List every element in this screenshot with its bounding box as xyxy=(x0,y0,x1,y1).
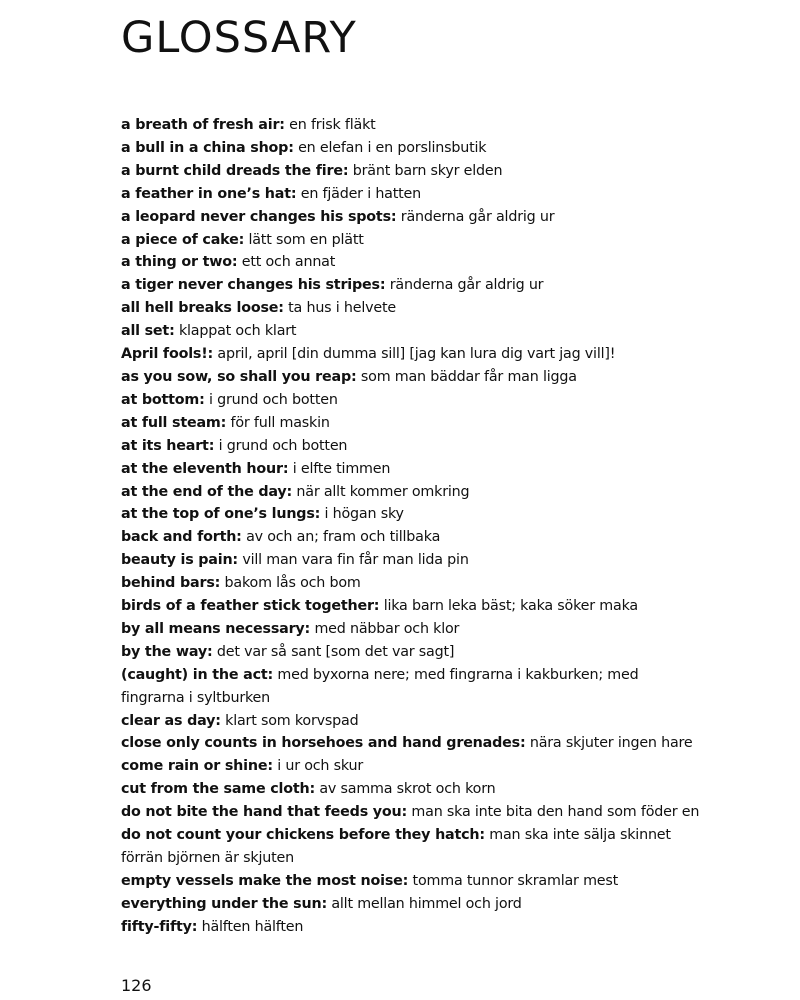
glossary-entry xyxy=(121,160,701,183)
glossary-entry xyxy=(121,183,701,206)
glossary-term: a piece of cake: xyxy=(121,231,245,248)
glossary-entry xyxy=(121,297,701,320)
glossary-term: do not bite the hand that feeds you: xyxy=(121,804,408,821)
glossary-definition: allt mellan himmel och jord xyxy=(331,895,522,912)
glossary-term: as you sow, so shall you reap: xyxy=(121,368,357,385)
glossary-entry xyxy=(121,274,701,297)
glossary-definition: en fjäder i hatten xyxy=(300,185,422,202)
glossary-definition: april, april [din dumma sill] [jag kan lura dig vart jag vill]! xyxy=(217,346,616,363)
glossary-entry xyxy=(121,755,701,778)
glossary-entry xyxy=(121,137,701,160)
glossary-term: a thing or two: xyxy=(121,254,238,271)
glossary-term: fifty-fifty: xyxy=(121,918,198,935)
glossary-definition: med byxorna nere; med fingrarna i kakburken; med fingrarna i syltburken xyxy=(121,666,639,706)
glossary-definition: för full maskin xyxy=(230,414,330,431)
glossary-entry xyxy=(121,595,701,618)
glossary-term: (caught) in the act: xyxy=(121,666,274,683)
glossary-definition: bakom lås och bom xyxy=(224,575,361,592)
glossary-definition: av och an; fram och tillbaka xyxy=(246,529,441,546)
glossary-term: a breath of fresh air: xyxy=(121,117,285,133)
glossary-definition: en frisk fläkt xyxy=(289,117,376,133)
glossary-definition: ta hus i helvete xyxy=(288,300,396,317)
glossary-term: everything under the sun: xyxy=(121,895,327,912)
glossary-definition: vill man vara fin får man lida pin xyxy=(242,552,469,569)
glossary-definition: i grund och botten xyxy=(208,391,338,408)
glossary-definition: klart som korvspad xyxy=(225,712,359,729)
page-title: GLOSSARY xyxy=(121,13,357,63)
glossary-definition: klappat och klart xyxy=(178,323,297,340)
glossary-definition: i grund och botten xyxy=(218,437,348,454)
glossary-term: at the end of the day: xyxy=(121,483,293,500)
glossary-term: back and forth: xyxy=(121,529,242,546)
glossary-definition: tomma tunnor skramlar mest xyxy=(412,872,619,889)
glossary-term: cut from the same cloth: xyxy=(121,781,315,798)
glossary-entry xyxy=(121,229,701,252)
glossary-entry xyxy=(121,778,701,801)
glossary-definition: lätt som en plätt xyxy=(248,231,364,248)
glossary-term: come rain or shine: xyxy=(121,758,273,775)
glossary-entry xyxy=(121,618,701,641)
glossary-term: at its heart: xyxy=(121,437,215,454)
glossary-entry xyxy=(121,206,701,229)
glossary-term: clear as day: xyxy=(121,712,221,729)
page-number: 126 xyxy=(121,976,152,995)
glossary-term: a feather in one’s hat: xyxy=(121,185,297,202)
glossary-entry xyxy=(121,412,701,435)
glossary-definition: det var så sant [som det var sagt] xyxy=(216,643,455,660)
glossary-entry xyxy=(121,320,701,343)
glossary-term: by all means necessary: xyxy=(121,620,311,637)
glossary-definition: en elefan i en porslinsbutik xyxy=(298,139,487,156)
glossary-entry xyxy=(121,251,701,274)
glossary-entry xyxy=(121,916,701,939)
glossary-entry xyxy=(121,343,701,366)
glossary-entry xyxy=(121,664,701,710)
glossary-definition: i elfte timmen xyxy=(292,460,391,477)
glossary-definition: i högan sky xyxy=(324,506,404,523)
glossary-term: birds of a feather stick together: xyxy=(121,598,380,615)
glossary-entry xyxy=(121,732,701,755)
glossary-definition: man ska inte bita den hand som föder en xyxy=(411,804,700,821)
glossary-term: all hell breaks loose: xyxy=(121,300,284,317)
glossary-entry xyxy=(121,801,701,824)
glossary-definition: lika barn leka bäst; kaka söker maka xyxy=(383,598,638,615)
glossary-term: April fools!: xyxy=(121,346,214,363)
glossary-term: a leopard never changes his spots: xyxy=(121,208,397,225)
glossary-term: at the top of one’s lungs: xyxy=(121,506,321,523)
glossary-definition: av samma skrot och korn xyxy=(319,781,496,798)
glossary-term: close only counts in horsehoes and hand grenades: xyxy=(121,735,526,752)
glossary-entry xyxy=(121,549,701,572)
glossary-entry xyxy=(121,458,701,481)
glossary-definition: bränt barn skyr elden xyxy=(352,162,503,179)
glossary-entry xyxy=(121,710,701,733)
glossary-term: behind bars: xyxy=(121,575,221,592)
glossary-term: a bull in a china shop: xyxy=(121,139,294,156)
glossary-term: do not count your chickens before they hatch: xyxy=(121,827,485,844)
glossary-term: a tiger never changes his stripes: xyxy=(121,277,386,294)
glossary-term: at bottom: xyxy=(121,391,205,408)
glossary-definition: hälften hälften xyxy=(201,918,304,935)
glossary-entry xyxy=(121,435,701,458)
glossary-entry xyxy=(121,526,701,549)
glossary-definition: med näbbar och klor xyxy=(314,620,460,637)
glossary-term: all set: xyxy=(121,323,175,340)
glossary-term: empty vessels make the most noise: xyxy=(121,872,409,889)
glossary-entry xyxy=(121,824,701,870)
glossary-term: beauty is pain: xyxy=(121,552,238,569)
glossary-definition: man ska inte sälja skinnet förrän björnen är skjuten xyxy=(121,827,671,866)
glossary-entry xyxy=(121,481,701,504)
glossary-entry xyxy=(121,366,701,389)
glossary-definition: i ur och skur xyxy=(277,758,364,775)
glossary-term: at the eleventh hour: xyxy=(121,460,289,477)
glossary-definition: när allt kommer omkring xyxy=(296,483,470,500)
glossary-definition: ränderna går aldrig ur xyxy=(389,277,544,294)
glossary-term: at full steam: xyxy=(121,414,227,431)
glossary-definition: ränderna går aldrig ur xyxy=(400,208,555,225)
glossary-entry xyxy=(121,114,701,137)
glossary-definition: som man bäddar får man ligga xyxy=(360,368,577,385)
glossary-term: by the way: xyxy=(121,643,213,660)
glossary-entry xyxy=(121,389,701,412)
glossary-entry xyxy=(121,641,701,664)
glossary-entry xyxy=(121,893,701,916)
glossary-entry xyxy=(121,503,701,526)
glossary-definition: ett och annat xyxy=(241,254,336,271)
glossary-entry xyxy=(121,572,701,595)
glossary-entry xyxy=(121,870,701,893)
glossary-definition: nära skjuter ingen hare xyxy=(529,735,693,752)
glossary-list xyxy=(121,114,701,939)
glossary-term: a burnt child dreads the fire: xyxy=(121,162,349,179)
